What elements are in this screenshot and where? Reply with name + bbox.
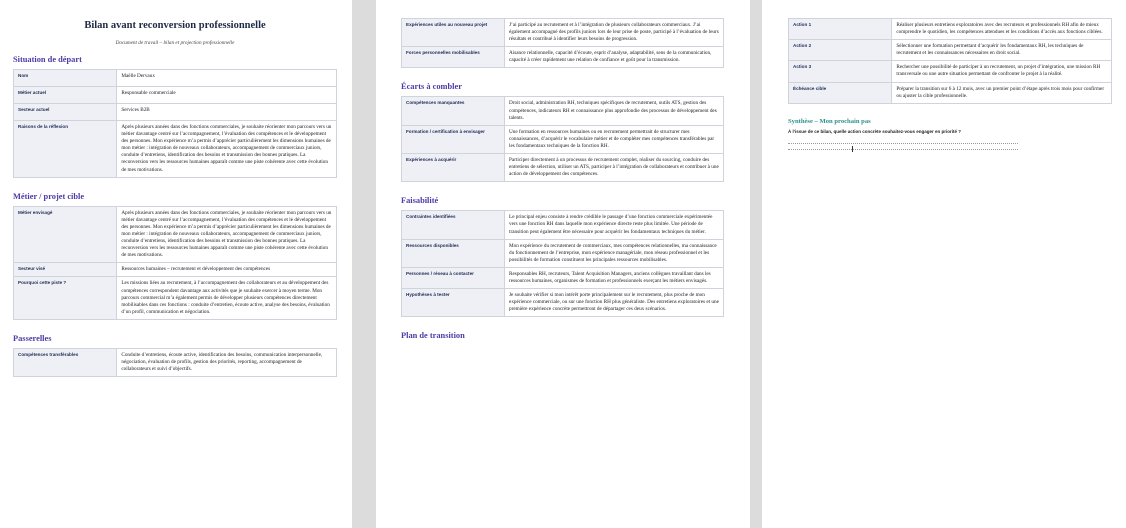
row-label: Échéance cible bbox=[789, 82, 892, 103]
table-row bbox=[14, 263, 337, 277]
table-row bbox=[14, 70, 337, 87]
table-row bbox=[402, 289, 724, 317]
row-label: Action 3 bbox=[789, 61, 892, 82]
passerelles-table-part2 bbox=[401, 18, 724, 68]
table-row bbox=[789, 61, 1112, 82]
table-row bbox=[14, 104, 337, 121]
table-row bbox=[14, 348, 337, 376]
row-value[interactable]: Conduite d’entretiens, écoute active, identification des besoins, communication interpersonnelle, négociation, évaluation de profils, gestion des priorités, reporting, accompagnement de collaborateurs et suivi d’objectifs. bbox=[117, 348, 337, 376]
section-title-faisabilite: Faisabilité bbox=[401, 196, 439, 206]
row-value[interactable]: Maëlle Dervaux bbox=[117, 70, 337, 87]
row-label: Expériences à acquérir bbox=[402, 154, 505, 182]
row-label: Forces personnelles mobilisables bbox=[402, 47, 505, 68]
row-label: Secteur actuel bbox=[14, 104, 117, 121]
section-title-ecarts: Écarts à combler bbox=[401, 82, 462, 92]
row-label: Formation / certification à envisager bbox=[402, 125, 505, 153]
document-subtitle: Document de travail – bilan et projection professionnelle bbox=[115, 40, 235, 46]
document-page-3 bbox=[762, 0, 1126, 528]
document-title: Bilan avant reconversion professionnelle bbox=[84, 20, 266, 31]
row-value[interactable]: Services B2B bbox=[117, 104, 337, 121]
row-label: Nom bbox=[14, 70, 117, 87]
row-value[interactable]: Participer directement à un processus de recrutement complet, réaliser du sourcing, conduire des entretiens de sélection, utiliser un ATS, participer à l’intégration de collaborateurs et contribuer à une action de développement des compétences. bbox=[505, 154, 724, 182]
row-value[interactable]: Responsable commerciale bbox=[117, 87, 337, 104]
row-value[interactable]: Je souhaite vérifier si mon intérêt porte principalement sur le recrutement, plus proche de mon expérience commerciale, ou sur une fonction RH plus généraliste. Des entretiens exploratoires et une première expérience concrète permettront de départager ces deux scénarios. bbox=[505, 289, 724, 317]
table-row bbox=[402, 97, 724, 125]
table-row bbox=[402, 125, 724, 153]
section-title-synthese: Synthèse – Mon prochain pas bbox=[788, 117, 871, 125]
passerelles-table-part1 bbox=[13, 348, 337, 377]
text-cursor bbox=[852, 146, 853, 152]
plan-table bbox=[788, 18, 1112, 104]
faisabilite-table bbox=[401, 210, 724, 317]
document-page-1 bbox=[0, 0, 352, 528]
table-row bbox=[402, 267, 724, 288]
row-label: Métier actuel bbox=[14, 87, 117, 104]
row-value[interactable]: Les missions liées au recrutement, à l’accompagnement des collaborateurs et au développement des compétences correspondent davantage aux activités que je souhaite exercer à moyen terme. Mon parcours commercial m’a également permis de développer plusieurs compétences directement mobilisables dans ces fonctions : conduite d’entretien, écoute active, analyse des besoins, évaluation d’un profil, communication et négociation. bbox=[117, 277, 337, 319]
row-label: Action 2 bbox=[789, 40, 892, 61]
row-label: Pourquoi cette piste ? bbox=[14, 277, 117, 319]
section-title-metier: Métier / projet cible bbox=[13, 191, 85, 201]
row-value[interactable]: Réaliser plusieurs entretiens exploratoires avec des recruteurs et professionnels RH afin de mieux comprendre le quotidien, les compétences attendues et les conditions d’accès aux fonctions ciblées. bbox=[892, 19, 1112, 40]
table-row bbox=[14, 206, 337, 263]
table-row bbox=[402, 154, 724, 182]
row-value[interactable]: Ressources humaines – recrutement et développement des compétences bbox=[117, 263, 337, 277]
situation-table bbox=[13, 69, 337, 178]
row-value[interactable]: Aisance relationnelle, capacité d’écoute, esprit d’analyse, adaptabilité, sens de la communication, capacité à créer rapidement une relation de confiance et goût pour la transmission. bbox=[505, 47, 724, 68]
table-row bbox=[789, 82, 1112, 103]
table-row bbox=[14, 87, 337, 104]
document-page-2 bbox=[376, 0, 750, 528]
row-value[interactable]: Préparer la transition sur 6 à 12 mois, avec un premier point d’étape après trois mois pour confirmer ou ajuster la cible professionnelle. bbox=[892, 82, 1112, 103]
row-label: Raisons de la réflexion bbox=[14, 121, 117, 178]
section-title-plan: Plan de transition bbox=[401, 331, 465, 341]
row-value[interactable]: Droit social, administration RH, techniques spécifiques de recrutement, outils ATS, gestion des compétences, indicateurs RH et connaissance plus approfondie des processus de développement des talents. bbox=[505, 97, 724, 125]
ecarts-table bbox=[401, 96, 724, 182]
row-value[interactable]: Responsables RH, recruteurs, Talent Acquisition Managers, anciens collègues travaillant dans les ressources humaines, organismes de formation et professionnels exerçant les métiers envisagés. bbox=[505, 267, 724, 288]
row-label: Personnes / réseau à contacter bbox=[402, 267, 505, 288]
row-value[interactable]: Une formation en ressources humaines ou en recrutement permettrait de structurer mes connaissances, d’acquérir le vocabulaire métier et de compléter mes compétences transférables par les fondamentaux techniques de la fonction RH. bbox=[505, 125, 724, 153]
table-row bbox=[14, 277, 337, 319]
row-label: Compétences transférables bbox=[14, 348, 117, 376]
row-value[interactable]: Après plusieurs années dans des fonctions commerciales, je souhaite réorienter mon parcours vers un métier davantage centré sur l’accompagnement, l’évaluation des compétences et le développement des personnes. Mon expérience m’a permis d’apprécier particulièrement les dimensions humaines de mon métier : intégration de nouveaux collaborateurs, accompagnement de commerciaux juniors, conduite d’entretiens, identification des besoins et transmission des bonnes pratiques. La reconversion vers les ressources humaines apparaît comme une piste cohérente avec cette évolution de mes motivations. bbox=[117, 121, 337, 178]
table-row bbox=[789, 19, 1112, 40]
row-label: Compétences manquantes bbox=[402, 97, 505, 125]
row-value[interactable]: Après plusieurs années dans des fonctions commerciales, je souhaite réorienter mon parcours vers un métier davantage centré sur l’accompagnement, l’évaluation des compétences et le développement des personnes. Mon expérience m’a permis d’apprécier particulièrement les dimensions humaines de mon métier : intégration de nouveaux collaborateurs, accompagnement de commerciaux juniors, conduite d’entretiens, identification des besoins et transmission des bonnes pratiques. La reconversion vers les ressources humaines apparaît comme une piste cohérente avec cette évolution de mes motivations. bbox=[117, 206, 337, 263]
row-label: Secteur visé bbox=[14, 263, 117, 277]
synthese-question: À l’issue de ce bilan, quelle action concrète souhaitez-vous engager en priorité ? bbox=[788, 128, 962, 134]
answer-line[interactable] bbox=[788, 144, 1018, 150]
row-value[interactable]: Sélectionner une formation permettant d’acquérir les fondamentaux RH, les techniques de recrutement et les connaissances nécessaires en droit social. bbox=[892, 40, 1112, 61]
table-row bbox=[402, 211, 724, 239]
row-label: Hypothèses à tester bbox=[402, 289, 505, 317]
table-row bbox=[789, 40, 1112, 61]
section-title-situation: Situation de départ bbox=[13, 55, 82, 64]
row-value[interactable]: J’ai participé au recrutement et à l’intégration de plusieurs collaborateurs commerciaux. J’ai également accompagné des profils juniors lors de leur prise de poste, participé à l’évaluation de leurs résultats et contribué à identifier leurs besoins de progression. bbox=[505, 19, 724, 47]
row-value[interactable]: Mon expérience du recrutement de commerciaux, mes compétences relationnelles, ma connaissance du fonctionnement de l’entreprise, mon expérience managériale, mon réseau professionnel et les possibilités de formation constituent les principales ressources mobilisables. bbox=[505, 239, 724, 267]
table-row bbox=[402, 239, 724, 267]
row-label: Métier envisagé bbox=[14, 206, 117, 263]
row-label: Expériences utiles au nouveau projet bbox=[402, 19, 505, 47]
table-row bbox=[402, 47, 724, 68]
table-row bbox=[402, 19, 724, 47]
row-label: Ressources disponibles bbox=[402, 239, 505, 267]
row-label: Contraintes identifiées bbox=[402, 211, 505, 239]
section-title-passerelles: Passerelles bbox=[13, 333, 52, 343]
row-value[interactable]: Rechercher une possibilité de participer à un recrutement, un projet d’intégration, une mission RH transversale ou une autre situation permettant de confronter le projet à la réalité. bbox=[892, 61, 1112, 82]
table-row bbox=[14, 121, 337, 178]
row-label: Action 1 bbox=[789, 19, 892, 40]
metier-table bbox=[13, 206, 337, 320]
row-value[interactable]: Le principal enjeu consiste à rendre crédible le passage d’une fonction commerciale expérimentée vers une fonction RH dans laquelle mon expérience directe reste plus limitée. Une période de transition peut également être nécessaire pour acquérir les fondamentaux techniques du métier. bbox=[505, 211, 724, 239]
